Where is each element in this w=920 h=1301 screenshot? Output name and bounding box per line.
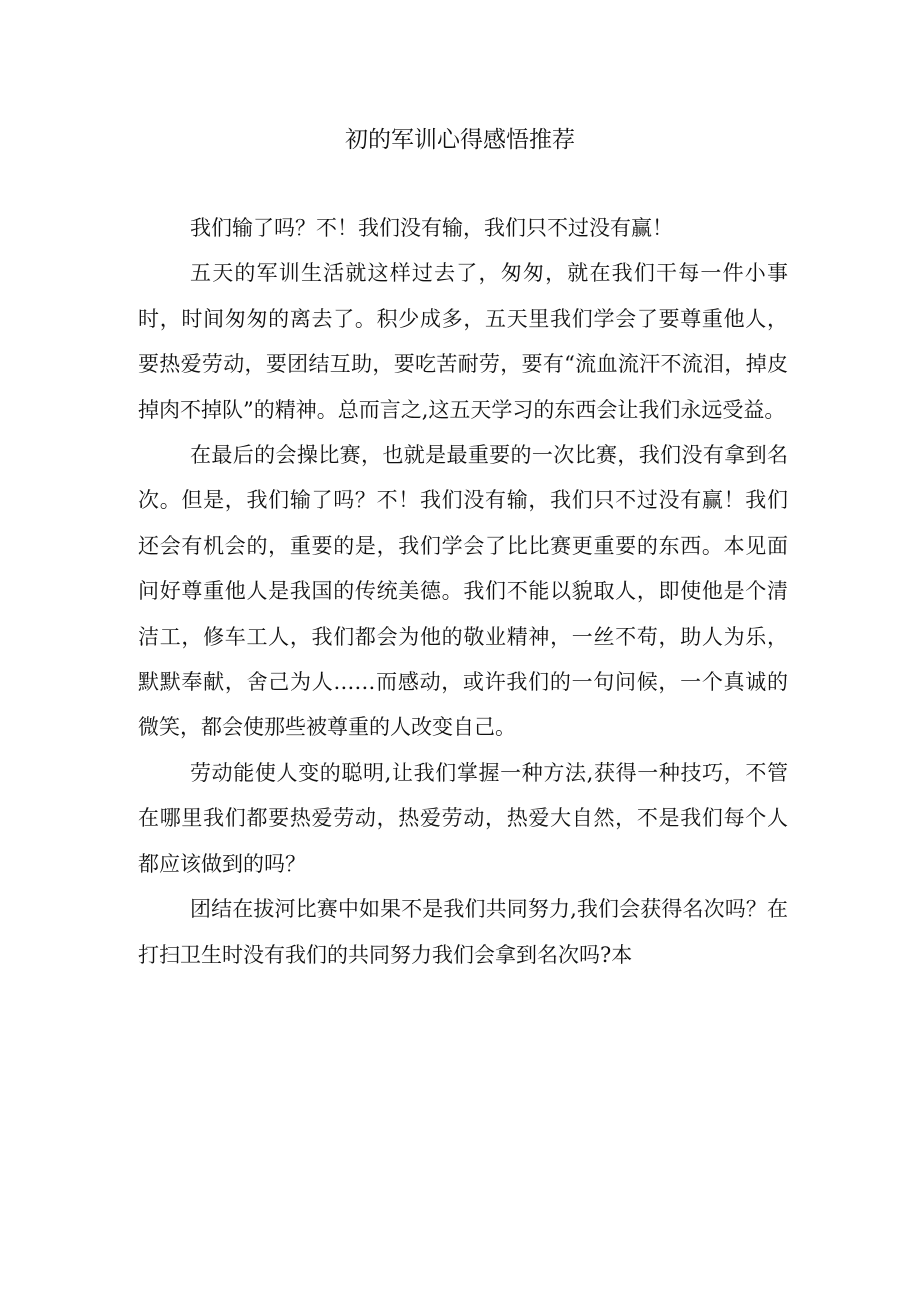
paragraph: 我们输了吗？不！我们没有输，我们只不过没有赢！ [190, 216, 673, 240]
paragraph: 团结在拔河比赛中如果不是我们共同努力,我们会获得名次吗？在打扫卫生时没有我们的共同努力我们会拿到名次吗?本 [138, 897, 788, 967]
document-title: 初的军训心得感悟推荐 [345, 127, 575, 153]
document-body [138, 206, 788, 978]
paragraph: 劳动能使人变的聪明,让我们掌握一种方法,获得一种技巧，不管在哪里我们都要热爱劳动，热爱劳动，热爱大自然，不是我们每个人都应该做到的吗？ [138, 760, 788, 876]
paragraph: 在最后的会操比赛，也就是最重要的一次比赛，我们没有拿到名次。但是，我们输了吗？不！我们没有输，我们只不过没有赢！我们还会有机会的，重要的是，我们学会了比比赛更重要的东西。本见面问好尊重他人是我国的传统美德。我们不能以貌取人，即使他是个清洁工，修车工人，我们都会为他的敬业精神，一丝不苟，助人为乐，默默奉献，舍己为人……而感动，或许我们的一句问候，一个真诚的微笑，都会使那些被尊重的人改变自己。 [138, 443, 788, 740]
paragraph: 五天的军训生活就这样过去了，匆匆，就在我们干每一件小事时，时间匆匆的离去了。积少成多，五天里我们学会了要尊重他人，要热爱劳动，要团结互助，要吃苦耐劳，要有“流血流汗不流泪，掉皮掉肉不掉队”的精神。总而言之,这五天学习的东西会让我们永远受益。 [138, 261, 788, 422]
